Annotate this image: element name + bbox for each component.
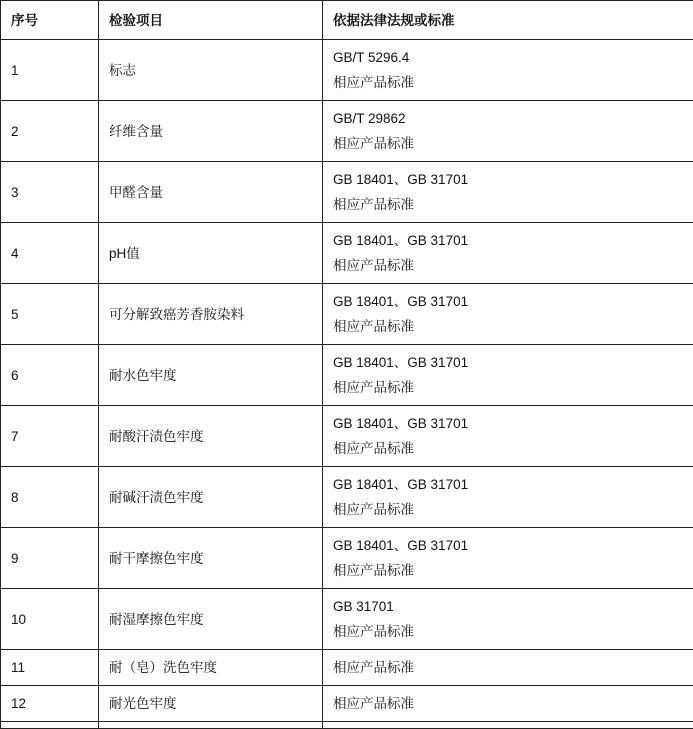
standard-line: 相应产品标准: [333, 624, 414, 639]
table-row-partial: [1, 722, 693, 729]
empty-cell: [1, 722, 99, 729]
table-row: [1, 284, 693, 345]
table-header-row: [1, 1, 693, 40]
table-row: [1, 345, 693, 406]
row-index-cell: 4: [1, 223, 99, 284]
row-index-cell: 12: [1, 686, 99, 722]
row-item-cell: 标志: [99, 40, 323, 101]
standard-line: 相应产品标准: [333, 441, 414, 456]
row-standard-cell: [323, 528, 693, 589]
row-item-cell: 耐酸汗渍色牢度: [99, 406, 323, 467]
row-item-cell: pH值: [99, 223, 323, 284]
row-standard-cell: [323, 284, 693, 345]
row-index-cell: 2: [1, 101, 99, 162]
table-row: [1, 589, 693, 650]
standard-line: GB 31701: [333, 599, 394, 614]
table-row: [1, 223, 693, 284]
standard-line: 相应产品标准: [333, 319, 414, 334]
row-standard-cell: [323, 345, 693, 406]
standard-line: GB/T 5296.4: [333, 50, 410, 65]
header-item: 检验项目: [99, 1, 323, 40]
standard-line: 相应产品标准: [333, 563, 414, 578]
standard-line: GB 18401、GB 31701: [333, 538, 469, 553]
row-standard-cell: [323, 467, 693, 528]
standard-line: 相应产品标准: [333, 502, 414, 517]
row-standard-cell: [323, 589, 693, 650]
row-standard-cell: [323, 40, 693, 101]
standard-line: 相应产品标准: [333, 197, 414, 212]
row-index-cell: 3: [1, 162, 99, 223]
row-standard-cell: [323, 101, 693, 162]
row-item-cell: 耐干摩擦色牢度: [99, 528, 323, 589]
standard-line: GB 18401、GB 31701: [333, 416, 469, 431]
row-index-cell: 8: [1, 467, 99, 528]
row-item-cell: 纤维含量: [99, 101, 323, 162]
row-index-cell: 5: [1, 284, 99, 345]
row-item-cell: 甲醛含量: [99, 162, 323, 223]
row-item-cell: 耐湿摩擦色牢度: [99, 589, 323, 650]
standard-line: 相应产品标准: [333, 75, 414, 90]
standard-line: 相应产品标准: [333, 660, 414, 675]
standard-line: 相应产品标准: [333, 380, 414, 395]
standard-line: GB 18401、GB 31701: [333, 294, 469, 309]
header-standard: 依据法律法规或标准: [323, 1, 693, 40]
table-row: [1, 528, 693, 589]
table-row: [1, 686, 693, 722]
row-item-cell: 耐水色牢度: [99, 345, 323, 406]
standard-line: GB 18401、GB 31701: [333, 172, 469, 187]
row-standard-cell: [323, 686, 693, 722]
row-index-cell: 11: [1, 650, 99, 686]
row-item-cell: 耐碱汗渍色牢度: [99, 467, 323, 528]
row-standard-cell: [323, 650, 693, 686]
empty-cell: [323, 722, 693, 729]
standard-line: GB/T 29862: [333, 111, 406, 126]
row-standard-cell: [323, 223, 693, 284]
empty-cell: [99, 722, 323, 729]
header-index: 序号: [1, 1, 99, 40]
table-row: [1, 467, 693, 528]
row-item-cell: 耐（皂）洗色牢度: [99, 650, 323, 686]
standard-line: GB 18401、GB 31701: [333, 355, 469, 370]
table-row: [1, 40, 693, 101]
row-index-cell: 1: [1, 40, 99, 101]
standard-line: 相应产品标准: [333, 258, 414, 273]
table-row: [1, 101, 693, 162]
standard-line: GB 18401、GB 31701: [333, 477, 469, 492]
table-body: [1, 40, 693, 729]
standard-line: 相应产品标准: [333, 696, 414, 711]
row-item-cell: 耐光色牢度: [99, 686, 323, 722]
row-item-cell: 可分解致癌芳香胺染料: [99, 284, 323, 345]
row-standard-cell: [323, 162, 693, 223]
row-index-cell: 9: [1, 528, 99, 589]
table-row: [1, 406, 693, 467]
row-index-cell: 10: [1, 589, 99, 650]
standard-line: GB 18401、GB 31701: [333, 233, 469, 248]
table-row: [1, 650, 693, 686]
row-standard-cell: [323, 406, 693, 467]
standard-line: 相应产品标准: [333, 136, 414, 151]
table-row: [1, 162, 693, 223]
row-index-cell: 6: [1, 345, 99, 406]
row-index-cell: 7: [1, 406, 99, 467]
